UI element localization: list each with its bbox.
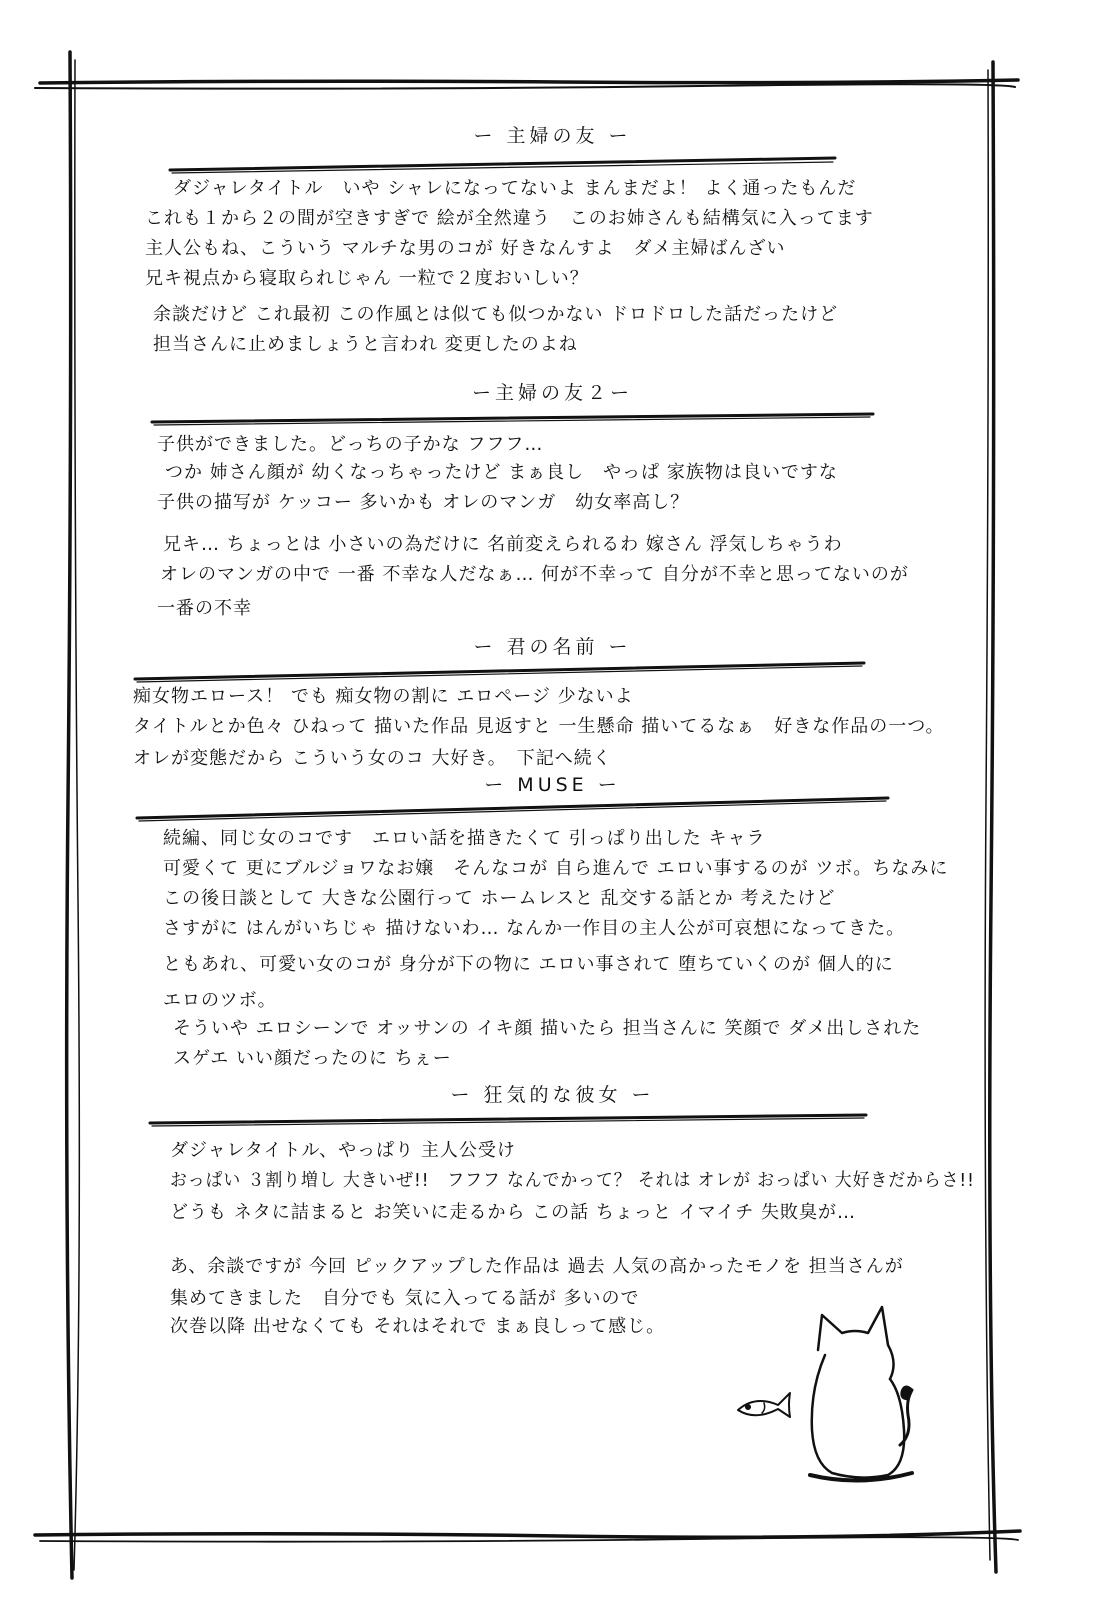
text-line: 痴女物エロース！ でも 痴女物の割に エロページ 少ないよ [133,686,634,707]
text-line: 担当さんに止めましょうと言われ 変更したのよね [153,334,578,355]
cat-with-fish-icon [730,1295,930,1485]
text-line: 続編、同じ女のコです エロい話を描きたくて 引っぱり出した キャラ [163,828,766,849]
text-line: これも１から２の間が空きすぎで 絵が全然違う このお姉さんも結構気に入ってます [145,208,874,229]
section-title: ー 主婦の友 ー [473,125,632,147]
text-line: 次巻以降 出せなくても それはそれで まぁ良しって感じ。 [170,1316,666,1337]
text-line: 主人公もね、こういう マルチな男のコが 好きなんすよ ダメ主婦ばんざい [145,238,786,259]
text-line: 兄キ視点から寝取られじゃん 一粒で２度おいしい？ [145,268,589,289]
text-line: 可愛くて 更にブルジョワなお嬢 そんなコが 自ら進んで エロい事するのが ツボ。ちなみに [163,858,949,879]
text-line: ともあれ、可愛い女のコが 身分が下の物に エロい事されて 堕ちていくのが 個人的に [163,954,894,975]
text-line: エロのツボ。 [163,990,277,1011]
text-line: 子供ができました。どっちの子かな フフフ… [157,434,544,455]
text-line: この後日談として 大きな公園行って ホームレスと 乱交する話とか 考えたけど [163,888,836,909]
text-line: ダジャレタイトル いや シャレになってないよ まんまだよ！ よく通ったもんだ [173,178,857,199]
text-line: オレが変態だから こういう女のコ 大好き。 下記へ続く [133,748,612,769]
section-title: ー 君の名前 ー [473,636,632,658]
text-line: オレのマンガの中で 一番 不幸な人だなぁ… 何が不幸って 自分が不幸と思ってないのが [160,564,909,585]
text-line: さすがに はんがいちじゃ 描けないわ… なんか一作目の主人公が可哀想になってきた。 [163,918,906,939]
text-line: タイトルとか色々 ひねって 描いた作品 見返すと 一生懸命 描いてるなぁ 好きな作品の一つ。 [133,716,945,737]
section-title: ー主婦の友２ー [471,382,633,404]
text-line: ダジャレタイトル、やっぱり 主人公受け [170,1140,516,1161]
text-line: 兄キ… ちょっとは 小さいの為だけに 名前変えられるわ 嫁さん 浮気しちゃうわ [163,534,843,555]
text-line: 一番の不幸 [157,598,252,619]
text-line: そういや エロシーンで オッサンの イキ顔 描いたら 担当さんに 笑顔で ダメ出しされた [173,1018,922,1039]
text-line: おっぱい ３割り増し 大きいぜ!! フフフ なんでかって？ それは オレが おっぱい 大好きだからさ!! [170,1170,975,1191]
text-line: どうも ネタに詰まると お笑いに走るから この話 ちょっと イマイチ 失敗臭が… [170,1202,856,1223]
text-line: スゲエ いい顔だったのに ちぇー [173,1048,452,1069]
text-line: 余談だけど これ最初 この作風とは似ても似つかない ドロドロした話だったけど [153,304,839,325]
text-line: 子供の描写が ケッコー 多いかも オレのマンガ 幼女率高し？ [157,492,690,513]
text-line: 集めてきました 自分でも 気に入ってる話が 多いので [170,1288,640,1309]
section-title: ー MUSE ー [484,774,621,796]
text-line: あ、余談ですが 今回 ピックアップした作品は 過去 人気の高かったモノを 担当さんが [170,1256,904,1277]
section-title: ー 狂気的な彼女 ー [450,1084,655,1106]
text-line: つか 姉さん顔が 幼くなっちゃったけど まぁ良し やっぱ 家族物は良いですな [165,462,838,483]
